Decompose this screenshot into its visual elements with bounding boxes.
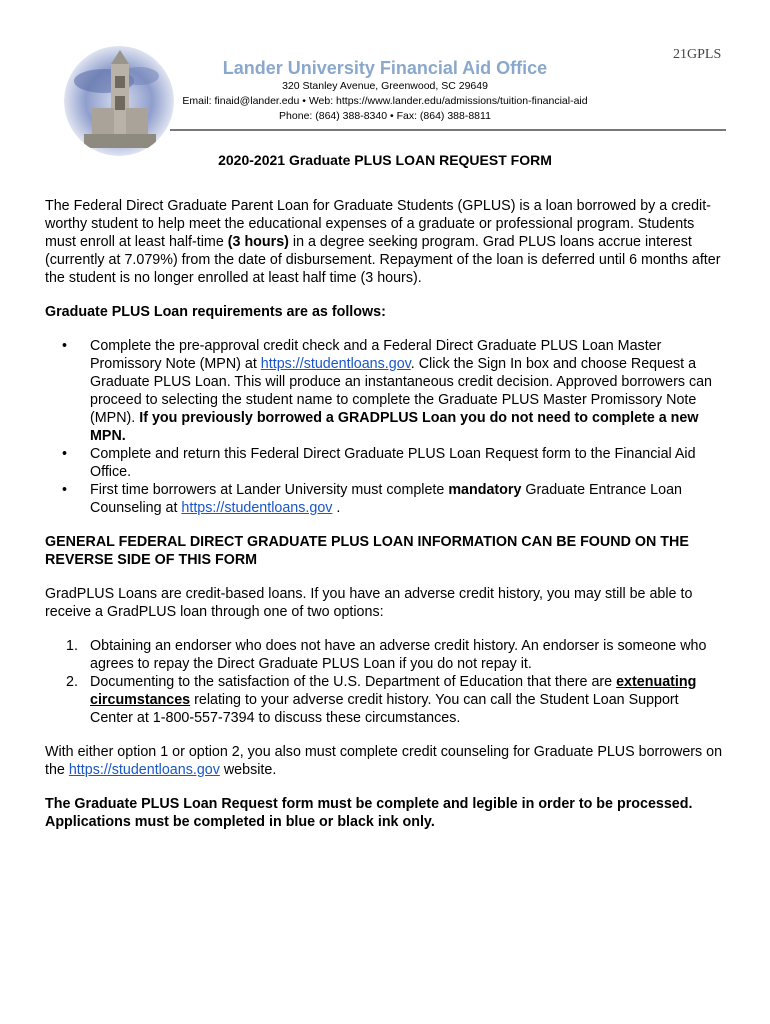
contact-line [150, 94, 620, 109]
item-text: Graduate Entrance Loan Counseling at [90, 482, 682, 516]
studentloans-link[interactable]: https://studentloans.gov [68, 762, 220, 778]
item-text: . [332, 500, 341, 516]
item-text: Documenting to the satisfaction of the U.S. Department of Education that there are [90, 674, 617, 690]
list-number: 1. [66, 638, 78, 654]
phone-line [150, 109, 620, 124]
list-item [45, 673, 725, 727]
separator-dot: • [302, 95, 309, 107]
list-item [45, 481, 725, 517]
letterhead [150, 57, 620, 124]
bullet-icon: • [62, 446, 68, 462]
studentloans-link[interactable]: https://studentloans.gov [260, 356, 411, 372]
office-email: Email: finaid@lander.edu [182, 95, 300, 107]
item-text: Complete and return this Federal Direct Graduate PLUS Loan Request form to the Financial Aid Office. [90, 446, 696, 480]
form-code: 21GPLS [673, 47, 722, 62]
item-text: relating to your adverse credit history. You can call the Student Loan Support Center at 1-800-557-7394 to discuss these circumstances. [90, 692, 679, 726]
office-fax: Fax: (864) 388-8811 [396, 110, 491, 122]
item-text: Complete the pre-approval credit check and a Federal Direct Graduate PLUS Loan Master Promissory Note (MPN) at [90, 338, 662, 372]
item-bold-text: extenuating circumstances [90, 674, 697, 708]
item-bold-text: mandatory [448, 482, 522, 498]
item-text: . Click the Sign In box and choose Request a Graduate PLUS Loan. This will produce an instantaneous credit decision. Approved borrowers can proceed to selecting the student name to complete the Graduate PLUS Master Promissory Note (MPN). [90, 356, 713, 426]
list-item [45, 445, 725, 481]
separator-dot: • [389, 110, 397, 122]
header-divider [170, 129, 726, 131]
intro-paragraph [45, 197, 725, 287]
office-website: Web: https://www.lander.edu/admissions/tuition-financial-aid [308, 95, 588, 107]
final-note: The Graduate PLUS Loan Request form must be complete and legible in order to be processed. Applications must be completed in blue or black ink only. [45, 796, 693, 830]
credit-paragraph: GradPLUS Loans are credit-based loans. If you have an adverse credit history, you may still be able to receive a GradPLUS loan through one of two options: [45, 586, 693, 620]
list-item [45, 637, 725, 673]
item-text: First time borrowers at Lander University must complete [90, 482, 449, 498]
office-name: Lander University Financial Aid Office [222, 58, 548, 78]
note-text: website. [219, 762, 277, 778]
requirements-list [45, 337, 725, 517]
intro-text: The Federal Direct Graduate Parent Loan for Graduate Students (GPLUS) is a loan borrowed by a credit-worthy student to help meet the educational expenses of a graduate or professional program. Students must enroll at least half-time [45, 198, 711, 250]
form-body [45, 197, 725, 831]
note-text: With either option 1 or option 2, you also must complete credit counseling for Graduate PLUS borrowers on the [45, 744, 723, 778]
requirements-heading: Graduate PLUS Loan requirements are as follows: [45, 304, 386, 320]
office-address: 320 Stanley Avenue, Greenwood, SC 29649 [282, 80, 488, 92]
general-info-heading: GENERAL FEDERAL DIRECT GRADUATE PLUS LOAN INFORMATION CAN BE FOUND ON THE REVERSE SIDE OF THIS FORM [45, 534, 689, 568]
item-text: Obtaining an endorser who does not have an adverse credit history. An endorser is someone who agrees to repay the Direct Graduate PLUS Loan if you do not repay it. [90, 638, 707, 672]
intro-text-2: in a degree seeking program. Grad PLUS loans accrue interest (currently at 7.079%) from the date of disbursement. Repayment of the loan is deferred until 6 months after the student is no longer enrolled at least half time (3 hours). [45, 234, 721, 286]
list-number: 2. [66, 674, 78, 690]
studentloans-link[interactable]: https://studentloans.gov [181, 500, 333, 516]
item-bold-text: If you previously borrowed a GRADPLUS Loan you do not need to complete a new MPN. [90, 410, 699, 444]
bullet-icon: • [62, 482, 68, 498]
bullet-icon: • [62, 338, 68, 354]
option-note-paragraph [45, 743, 725, 779]
intro-bold: (3 hours) [227, 234, 289, 250]
form-title: 2020-2021 Graduate PLUS LOAN REQUEST FORM [218, 152, 552, 168]
list-item [45, 337, 725, 445]
office-phone: Phone: (864) 388-8340 [279, 110, 388, 122]
options-list [45, 637, 725, 727]
